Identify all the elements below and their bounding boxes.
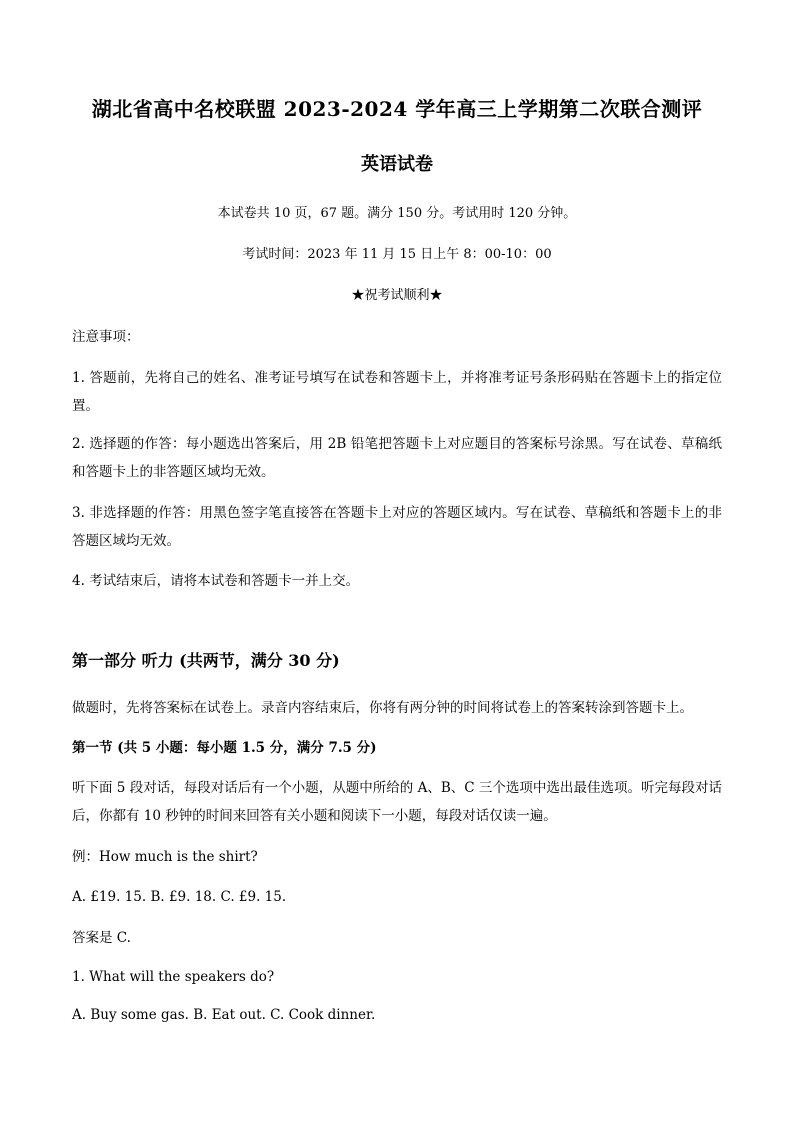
part1-instruction: 做题时，先将答案标在试卷上。录音内容结束后，你将有两分钟的时间将试卷上的答案转涂到答题卡上。 (72, 700, 693, 716)
notes-heading: 注意事项： (72, 329, 140, 345)
section1-instruction: 听下面 5 段对话，每段对话后有一个小题，从题中所给的 A、B、C 三个选项中选出最佳选项。听完每段对话后，你都有 10 秒钟的时间来回答有关小题和阅读下一小题，每段对话仅读一遍。 (72, 780, 722, 824)
note-item-3: 3. 非选择题的作答：用黑色签字笔直接答在答题卡上对应的答题区域内。写在试卷、草稿纸和答题卡上的非答题区域均无效。 (72, 505, 722, 549)
example-question: 例：How much is the shirt? (72, 849, 258, 865)
section1-heading: 第一节 (共 5 小题：每小题 1.5 分，满分 7.5 分) (72, 740, 377, 756)
example-options: A. £19. 15. B. £9. 18. C. £9. 15. (72, 889, 287, 905)
example-answer: 答案是 C. (72, 930, 131, 946)
note-item-1: 1. 答题前，先将自己的姓名、准考证号填写在试卷和答题卡上，并将准考证号条形码贴在答题卡上的指定位置。 (72, 370, 722, 414)
exam-subtitle: 英语试卷 (361, 154, 433, 175)
question-1-options: A. Buy some gas. B. Eat out. C. Cook dinner. (72, 1007, 376, 1023)
note-item-4: 4. 考试结束后，请将本试卷和答题卡一并上交。 (72, 573, 360, 589)
question-1: 1. What will the speakers do? (72, 969, 275, 985)
exam-title: 湖北省高中名校联盟 2023-2024 学年高三上学期第二次联合测评 (91, 97, 703, 121)
good-luck-wish: ★祝考试顺利★ (351, 288, 443, 303)
exam-time: 考试时间：2023 年 11 月 15 日上午 8：00-10：00 (242, 247, 552, 262)
exam-info: 本试卷共 10 页，67 题。满分 150 分。考试用时 120 分钟。 (217, 206, 577, 221)
note-item-2: 2. 选择题的作答：每小题选出答案后，用 2B 铅笔把答题卡上对应题目的答案标号涂黑。写在试卷、草稿纸和答题卡上的非答题区域均无效。 (72, 436, 722, 480)
part1-heading: 第一部分 听力 (共两节，满分 30 分) (72, 651, 340, 670)
